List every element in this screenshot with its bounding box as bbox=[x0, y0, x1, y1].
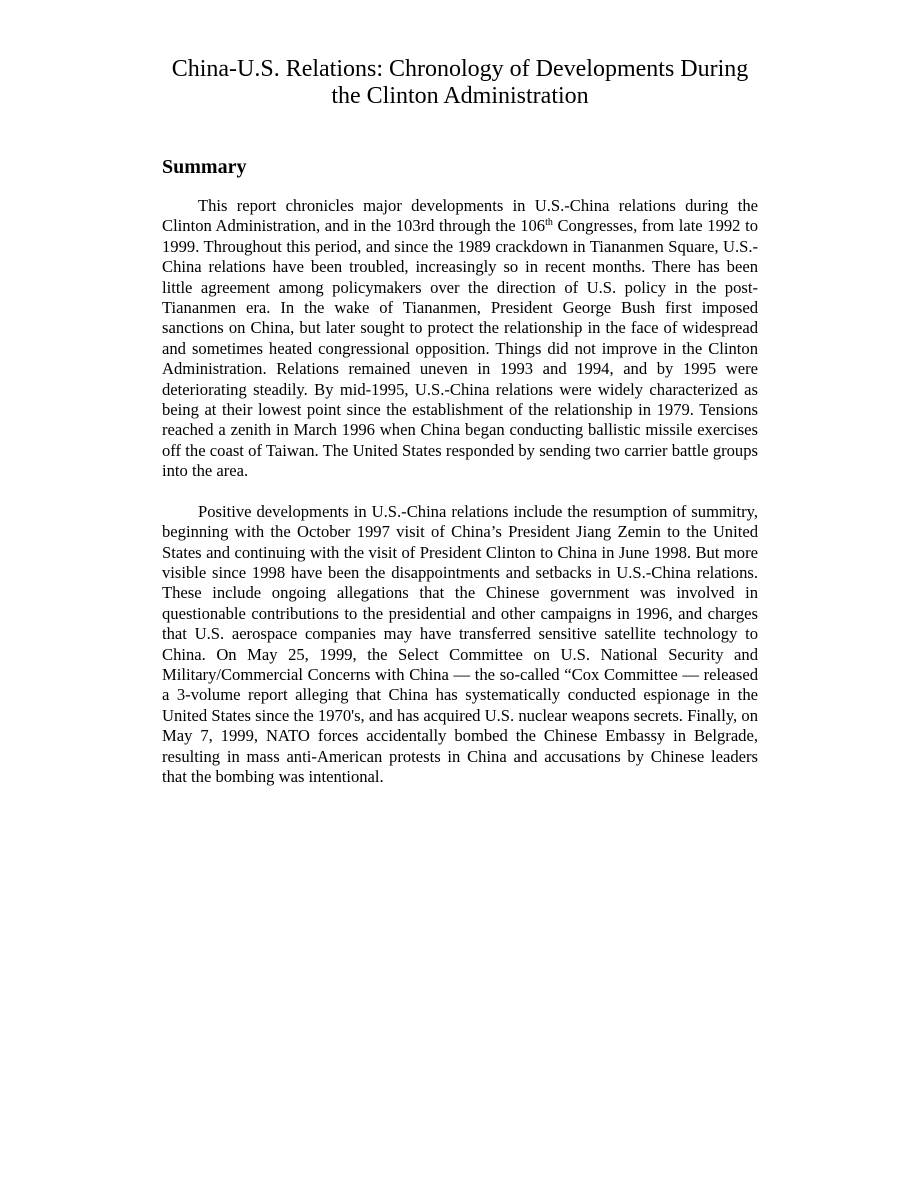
title-line-1: China-U.S. Relations: Chronology of Developments During bbox=[171, 56, 749, 82]
section-heading-summary: Summary bbox=[162, 156, 247, 178]
document-title bbox=[162, 56, 758, 110]
ordinal-superscript: th bbox=[545, 217, 553, 229]
document-page bbox=[162, 56, 758, 787]
paragraph-1-text-a: This report chronicles major developments in U.S.-China relations during the Clinton Administration, and in the 103rd through the 106 bbox=[162, 196, 758, 236]
title-line-2: the Clinton Administration bbox=[331, 83, 589, 109]
summary-paragraph-2: Positive developments in U.S.-China relations include the resumption of summitry, beginning with the October 1997 visit of China’s President Jiang Zemin to the United States and continuing with the visit of President Clinton to China in June 1998. But more visible since 1998 have been the disappointments and setbacks in U.S.-China relations. These include ongoing allegations that the Chinese government was involved in questionable contributions to the presidential and other campaigns in 1996, and charges that U.S. aerospace companies may have transferred sensitive satellite technology to China. On May 25, 1999, the Select Committee on U.S. National Security and Military/Commercial Concerns with China — the so-called “Cox Committee — released a 3-volume report alleging that China has systematically conducted espionage in the United States since the 1970's, and has acquired U.S. nuclear weapons secrets. Finally, on May 7, 1999, NATO forces accidentally bombed the Chinese Embassy in Belgrade, resulting in mass anti-American protests in China and accusations by Chinese leaders that the bombing was intentional. bbox=[162, 501, 758, 786]
paragraph-1-text-b: Congresses, from late 1992 to 1999. Throughout this period, and since the 1989 crackdown in Tiananmen Square, U.S.-China relations have been troubled, increasingly so in recent months. There has been little agreement among policymakers over the direction of U.S. policy in the post-Tiananmen era. In the wake of Tiananmen, President George Bush first imposed sanctions on China, but later sought to protect the relationship in the face of widespread and sometimes heated congressional opposition. Things did not improve in the Clinton Administration. Relations remained uneven in 1993 and 1994, and by 1995 were deteriorating steadily. By mid-1995, U.S.-China relations were widely characterized as being at their lowest point since the establishment of the relationship in 1979. Tensions reached a zenith in March 1996 when China began conducting ballistic missile exercises off the coast of Taiwan. The United States responded by sending two carrier battle groups into the area. bbox=[162, 216, 759, 481]
summary-paragraph-1 bbox=[162, 196, 758, 482]
